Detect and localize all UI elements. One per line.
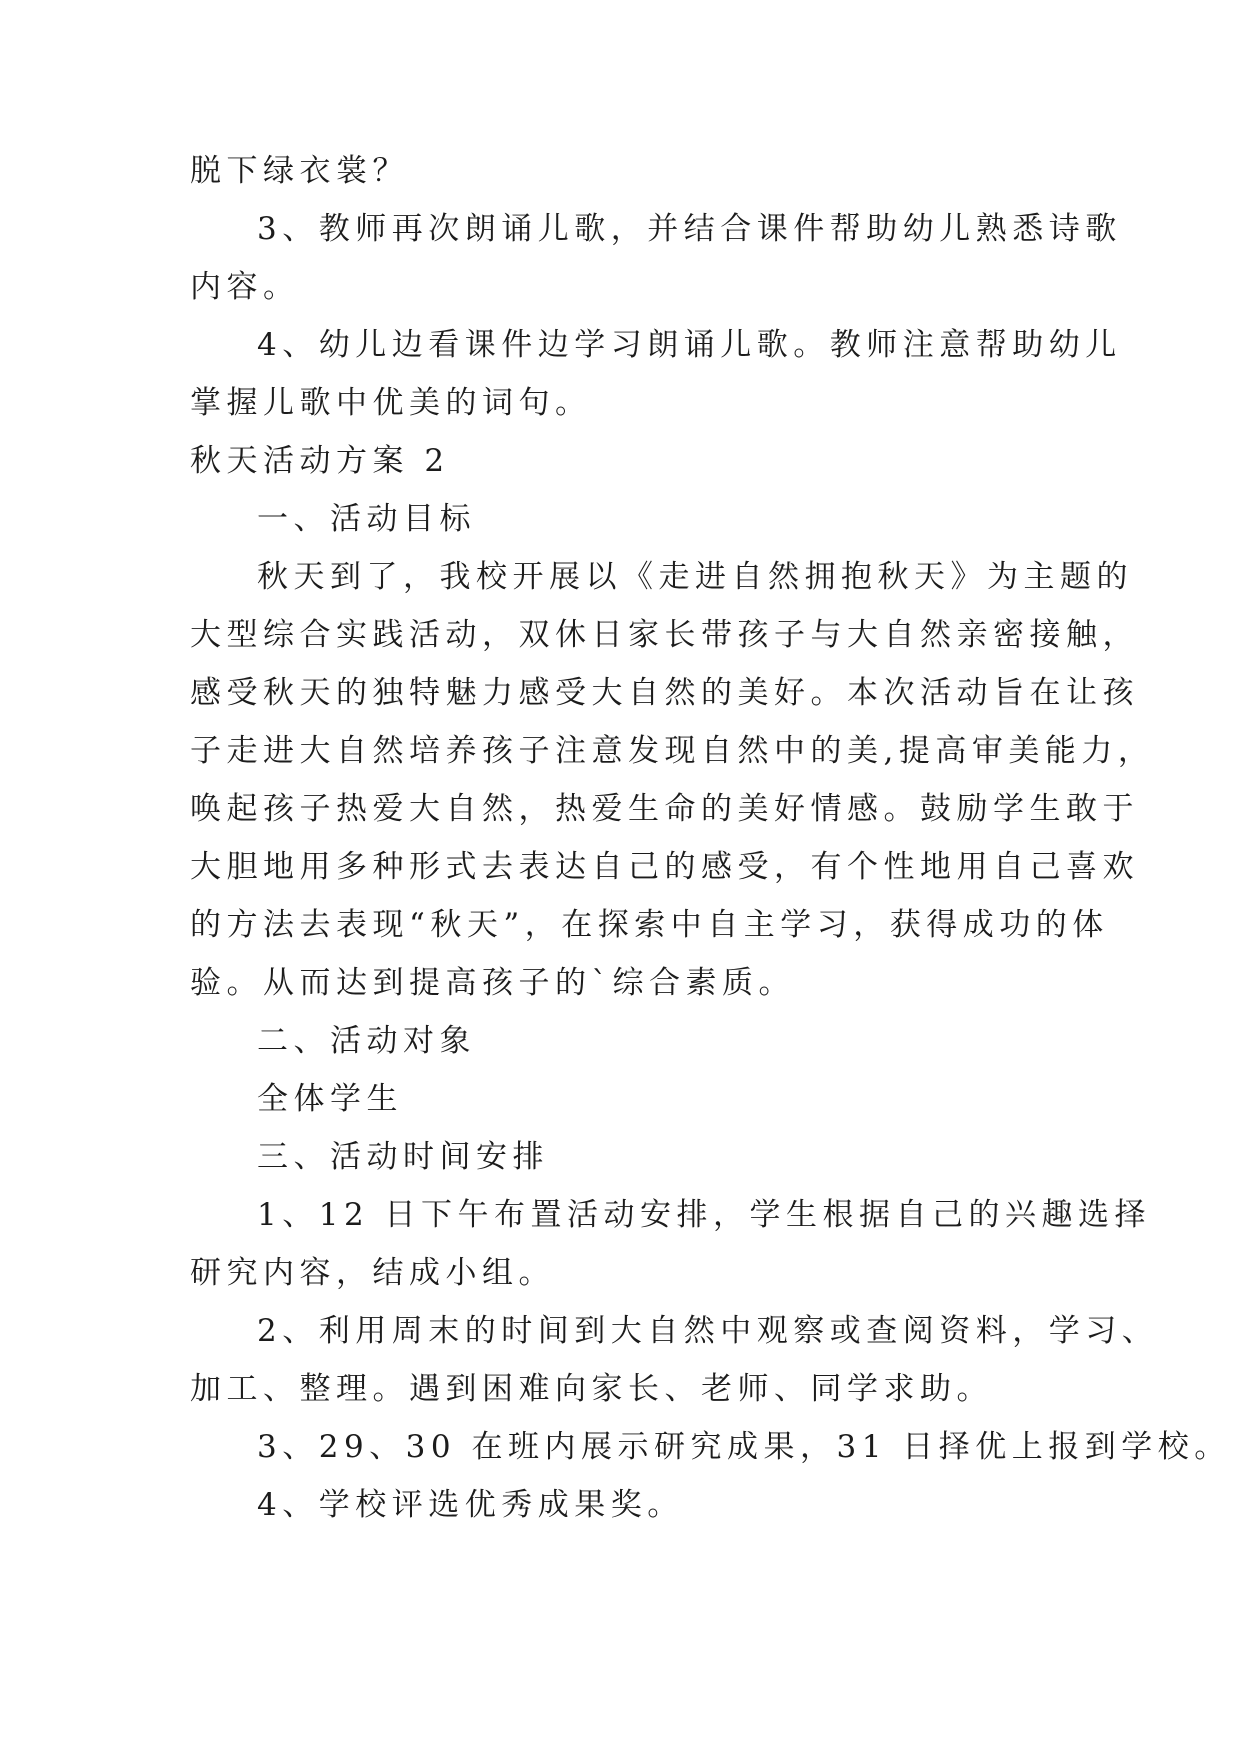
text-line: 大胆地用多种形式去表达自己的感受，有个性地用自己喜欢 bbox=[190, 849, 1139, 885]
section-heading: 二、活动对象 bbox=[257, 1023, 476, 1059]
text-line: 1、12 日下午布置活动安排，学生根据自己的兴趣选择 bbox=[257, 1197, 1152, 1233]
text-line: 4、学校评选优秀成果奖。 bbox=[257, 1487, 684, 1523]
text-line: 的方法去表现“秋天”，在探索中自主学习，获得成功的体 bbox=[190, 907, 1109, 943]
text-line: 研究内容，结成小组。 bbox=[190, 1255, 555, 1291]
text-line: 唤起孩子热爱大自然，热爱生命的美好情感。鼓励学生敢于 bbox=[190, 791, 1139, 827]
text-line: 秋天到了，我校开展以《走进自然拥抱秋天》为主题的 bbox=[257, 559, 1133, 595]
text-line: 4、幼儿边看课件边学习朗诵儿歌。教师注意帮助幼儿 bbox=[257, 327, 1122, 363]
section-heading: 一、活动目标 bbox=[257, 501, 476, 537]
document-body bbox=[190, 142, 1231, 1534]
text-line: 全体学生 bbox=[257, 1081, 403, 1117]
text-line: 大型综合实践活动，双休日家长带孩子与大自然亲密接触， bbox=[190, 617, 1139, 653]
text-line: 2、利用周末的时间到大自然中观察或查阅资料，学习、 bbox=[257, 1313, 1159, 1349]
text-line: 掌握儿歌中优美的词句。 bbox=[190, 385, 592, 421]
text-line: 3、教师再次朗诵儿歌，并结合课件帮助幼儿熟悉诗歌 bbox=[257, 211, 1122, 247]
text-line: 验。从而达到提高孩子的`综合素质。 bbox=[190, 965, 795, 1001]
text-line: 脱下绿衣裳？ bbox=[190, 153, 409, 189]
text-line: 感受秋天的独特魅力感受大自然的美好。本次活动旨在让孩 bbox=[190, 675, 1139, 711]
section-title: 秋天活动方案 2 bbox=[190, 443, 450, 479]
text-line: 加工、整理。遇到困难向家长、老师、同学求助。 bbox=[190, 1371, 993, 1407]
text-line: 3、29、30 在班内展示研究成果，31 日择优上报到学校。 bbox=[257, 1429, 1231, 1465]
section-heading: 三、活动时间安排 bbox=[257, 1139, 549, 1175]
text-line: 子走进大自然培养孩子注意发现自然中的美,提高审美能力， bbox=[190, 733, 1155, 769]
text-line: 内容。 bbox=[190, 269, 300, 305]
